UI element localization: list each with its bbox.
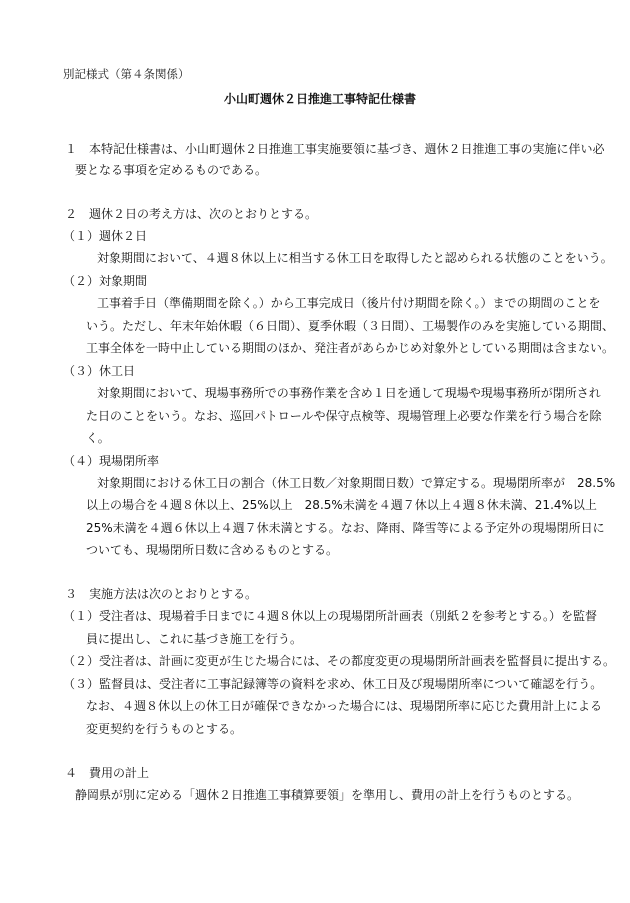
s2-item-1-line-1: 対象期間において、４週８休以上に相当する休工日を取得したと認められる状態のことをいう。 <box>97 251 613 265</box>
s2-item-3-line-2: た日のことをいう。なお、巡回パトロールや保守点検等、現場管理上必要な作業を行う場合を除 <box>86 409 602 423</box>
s2-item-3-line-3: く。 <box>86 431 110 445</box>
s2-item-4-line-3: 25%未満を４週６休以上４週７休未満とする。なお、降雨、降雪等による予定外の現場閉所日に <box>86 521 605 535</box>
s2-item-4-line-1: 対象期間における休工日の割合（休工日数／対象期間日数）で算定する。現場閉所率が 28.5% <box>97 476 616 490</box>
s2-item-4-line-4: ついても、現場閉所日数に含めるものとする。 <box>86 543 339 557</box>
s3-item-3-line-2: なお、４週８休以上の休工日が確保できなかった場合には、現場閉所率に応じた費用計上による <box>86 699 603 713</box>
document-title: 小山町週休２日推進工事特記仕様書 <box>224 92 417 106</box>
s2-item-4-label: （４）現場閉所率 <box>63 454 160 468</box>
section-2-heading: ２ 週休２日の考え方は、次のとおりとする。 <box>65 207 318 221</box>
s3-item-3-line-1: （３）監督員は、受注者に工事記録簿等の資料を求め、休工日及び現場閉所率について確認を行う。 <box>63 677 603 691</box>
s3-item-3-line-3: 変更契約を行うものとする。 <box>86 722 243 736</box>
s2-item-3-label: （３）休工日 <box>63 364 136 378</box>
s2-item-2-line-1: 工事着手日（準備期間を除く。）から工事完成日（後片付け期間を除く。）までの期間のことを <box>97 296 601 310</box>
s2-item-3-line-1: 対象期間において、現場事務所での事務作業を含め１日を通して現場や現場事務所が閉所され <box>97 386 601 400</box>
s3-item-1-line-2: 員に提出し、これに基づき施工を行う。 <box>86 632 303 646</box>
s3-item-2-line-1: （２）受注者は、計画に変更が生じた場合には、その都度変更の現場閉所計画表を監督員に提出する。 <box>63 654 616 668</box>
s2-item-1-label: （１）週休２日 <box>63 229 148 243</box>
s2-item-2-line-2: いう。ただし、年末年始休暇（６日間）、夏季休暇（３日間）、工場製作のみを実施している期間、 <box>86 319 615 333</box>
form-header: 別記様式（第４条関係） <box>63 67 190 81</box>
s2-item-2-line-3: 工事全体を一時中止している期間のほか、発注者があらかじめ対象外としている期間は含まない。 <box>86 341 615 355</box>
section-4-heading: ４ 費用の計上 <box>65 766 150 780</box>
s3-item-1-line-1: （１）受注者は、現場着手日までに４週８休以上の現場閉所計画表（別紙２を参考とする。）を監督 <box>63 609 598 623</box>
section-4-line-1: 静岡県が別に定める「週休２日推進工事積算要領」を準用し、費用の計上を行うものとする。 <box>75 788 580 802</box>
s2-item-2-label: （２）対象期間 <box>63 274 148 288</box>
section-1-line-2: 要となる事項を定めるものである。 <box>75 163 268 177</box>
s2-item-4-line-2: 以上の場合を４週８休以上、25%以上 28.5%未満を４週７休以上４週８休未満、21.4%以上 <box>86 498 597 512</box>
section-3-heading: ３ 実施方法は次のとおりとする。 <box>65 587 258 601</box>
section-1-line-1: １ 本特記仕様書は、小山町週休２日推進工事実施要領に基づき、週休２日推進工事の実施に伴い必 <box>65 142 605 156</box>
